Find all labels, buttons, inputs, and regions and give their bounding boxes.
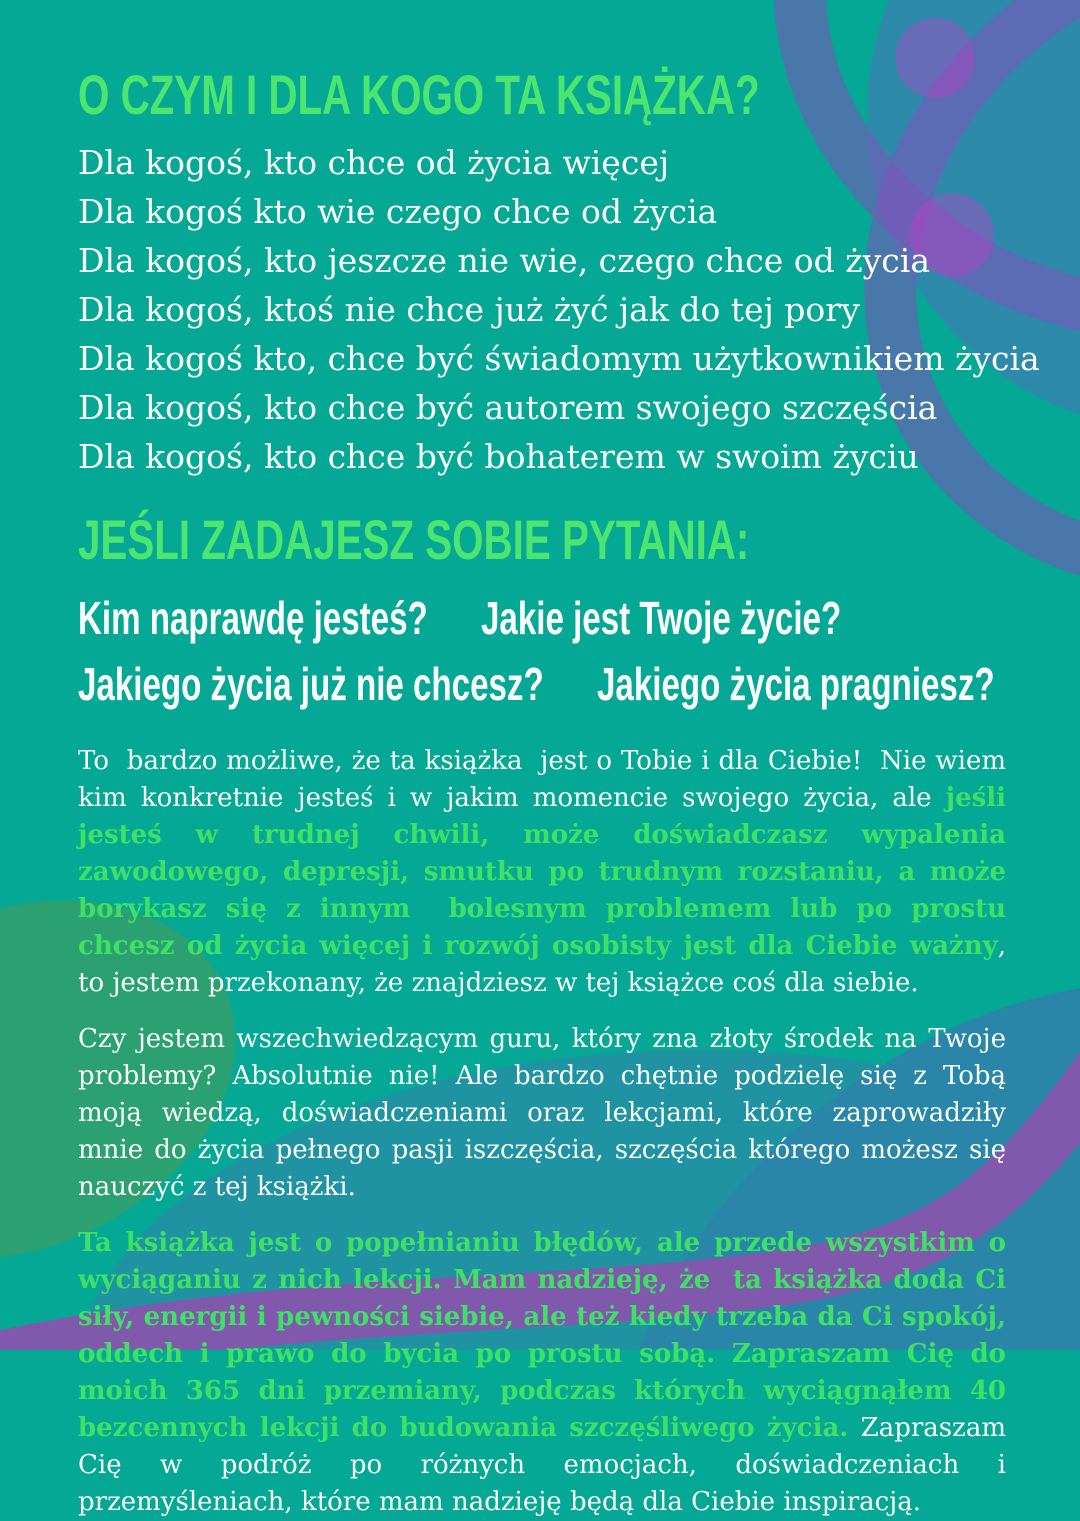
- intro-line: Dla kogoś, ktoś nie chce już żyć jak do tej pory: [78, 290, 860, 329]
- intro-line: Dla kogoś, kto chce być autorem swojego szczęścia: [78, 388, 938, 427]
- questions-heading: JEŚLI ZADAJESZ SOBIE PYTANIA:: [78, 508, 750, 571]
- questions-list: [78, 585, 1006, 717]
- intro-line: Dla kogoś kto, chce być świadomym użytkownikiem życia: [78, 339, 1040, 378]
- intro-line: Dla kogoś, kto chce być bohaterem w swoim życiu: [78, 437, 919, 476]
- body-text: Czy jestem wszechwiedzącym guru, który zna złoty środek na Twoje problemy? Absolutnie nie! Ale bardzo chętnie podzielę się z Tobą moją wiedzą, doświadczeniami oraz lekcjami, które zaprowadziły mnie do życia pełnego pasji iszczęścia, szczęścia którego możesz się nauczyć z tej książki.: [78, 1024, 1015, 1202]
- paragraph: [78, 1225, 1016, 1521]
- question: Jakiego życia już nie chcesz?: [78, 658, 544, 710]
- intro-line: Dla kogoś, kto jeszcze nie wie, czego chce od życia: [78, 241, 931, 280]
- paragraph: [78, 1021, 1015, 1206]
- question: Jakiego życia pragniesz?: [597, 658, 995, 710]
- intro-list: [78, 138, 1040, 481]
- question: Jakie jest Twoje życie?: [480, 592, 842, 644]
- intro-line: Dla kogoś kto wie czego chce od życia: [78, 192, 718, 231]
- intro-line: Dla kogoś, kto chce od życia więcej: [78, 143, 670, 182]
- highlighted-text: Ta książka jest o popełnianiu błędów, ale przede wszystkim o wyciąganiu z nich lekcji. Mam nadzieję, że ta książka doda Ci siły, energii i pewności siebie, ale też kiedy trzeba da Ci spokój, oddech i prawo do bycia po prostu sobą. Zapraszam Cię do moich 365 dni przemiany, podczas których wyciągnąłem 40 bezcennych lekcji do budowania szczęśliwego życia.: [78, 1228, 1016, 1443]
- body-text: To bardzo możliwe, że ta książka jest o Tobie i dla Ciebie! Nie wiem kim konkretnie jesteś i w jakim momencie swojego życia, ale: [78, 746, 1015, 813]
- questions-section: [78, 509, 1006, 717]
- paragraph: [78, 743, 1016, 1002]
- body-text: , to jestem przekonany, że znajdziesz w tej książce coś dla siebie.: [78, 931, 1015, 998]
- question: Kim naprawdę jesteś?: [78, 592, 428, 644]
- intro-heading: O CZYM I DLA KOGO TA KSIĄŻKA?: [78, 63, 760, 126]
- intro-section: [78, 63, 1040, 481]
- question-row: [78, 651, 995, 717]
- body-paragraphs: [78, 743, 1016, 1521]
- highlighted-text: jeśli jesteś w trudnej chwili, może doświadczasz wypalenia zawodowego, depresji, smutku po trudnym rozstaniu, a może borykasz się z innym bolesnym problemem lub po prostu chcesz od życia więcej i rozwój osobisty jest dla Ciebie ważny: [78, 783, 1016, 961]
- body-text: Zapraszam Cię w podróż po różnych emocjach, doświadczeniach i przemyśleniach, które mam nadzieję będą dla Ciebie inspiracją.: [78, 1413, 1015, 1517]
- question-row: [78, 585, 842, 651]
